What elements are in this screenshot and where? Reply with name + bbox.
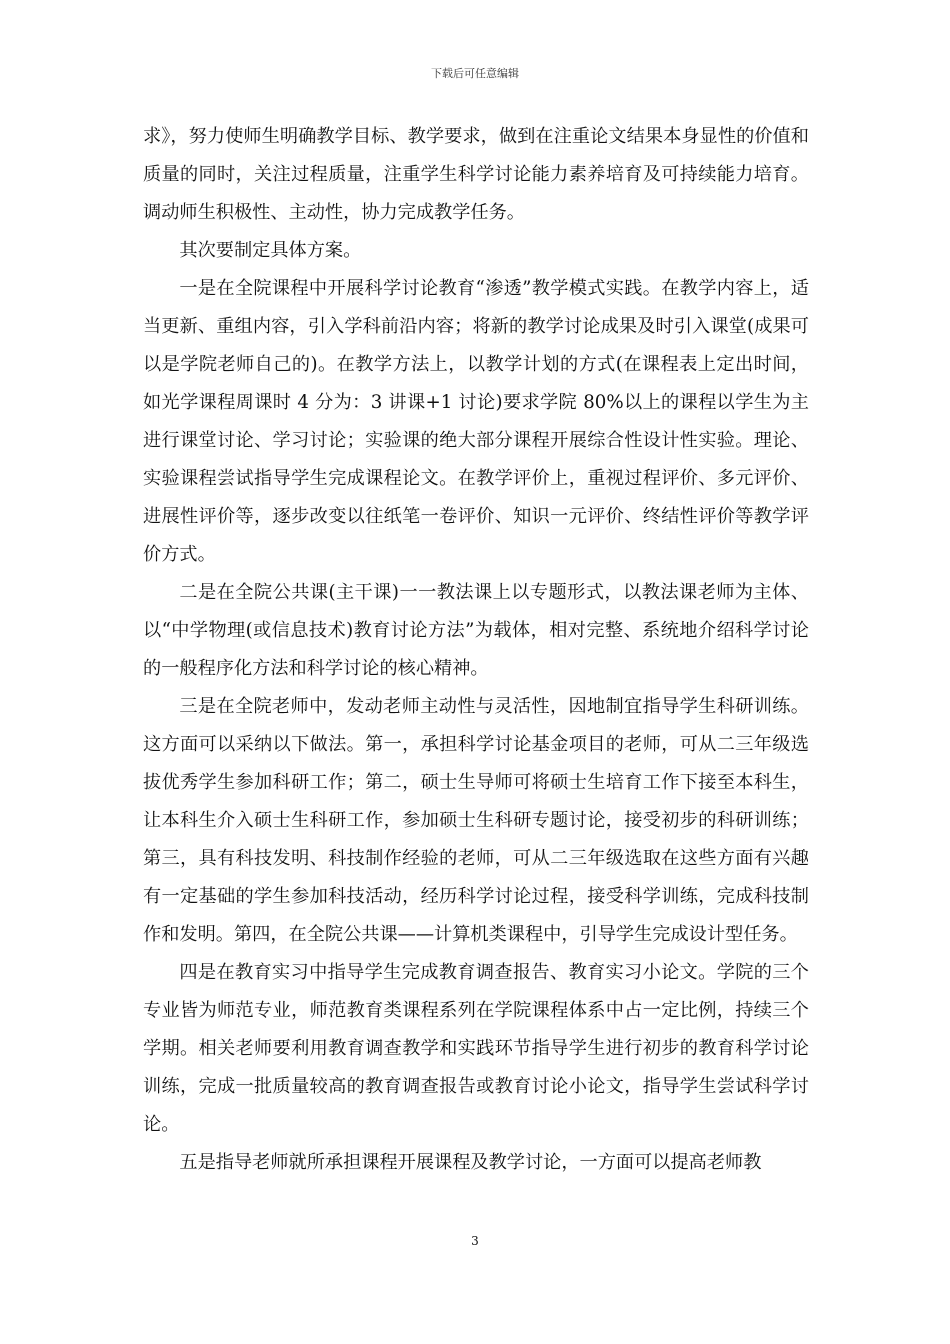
paragraph-item-three: 三是在全院老师中，发动老师主动性与灵活性，因地制宜指导学生科研训练。这方面可以采纳以下做法。第一，承担科学讨论基金项目的老师，可从二三年级选拔优秀学生参加科研工作；第二，硕士生导师可将硕士生培育工作下接至本科生，让本科生介入硕士生科研工作，参加硕士生科研专题讨论，接受初步的科研训练；第三，具有科技发明、科技制作经验的老师，可从二三年级选取在这些方面有兴趣有一定基础的学生参加科技活动，经历科学讨论过程，接受科学训练，完成科技制作和发明。第四，在全院公共课——计算机类课程中，引导学生完成设计型任务。 (143, 696, 809, 945)
paragraph-item-two: 二是在全院公共课(主干课)一一教法课上以专题形式，以教法课老师为主体、以“中学物理(或信息技术)教育讨论方法”为载体，相对完整、系统地介绍科学讨论的一般程序化方法和科学讨论的核心精神。 (143, 582, 809, 679)
paragraph-continuation: 求》，努力使师生明确教学目标、教学要求，做到在注重论文结果本身显性的价值和质量的同时，关注过程质量，注重学生科学讨论能力素养培育及可持续能力培育。调动师生积极性、主动性，协力完成教学任务。 (143, 126, 809, 223)
paragraph-item-five: 五是指导老师就所承担课程开展课程及教学讨论，一方面可以提高老师教 (179, 1152, 762, 1173)
document-body (143, 118, 809, 1182)
paragraph-item-one: 一是在全院课程中开展科学讨论教育“渗透”教学模式实践。在教学内容上，适当更新、重组内容，引入学科前沿内容；将新的教学讨论成果及时引入课堂(成果可以是学院老师自己的)。在教学方法上，以教学计划的方式(在课程表上定出时间，如光学课程周课时 4 分为：3 讲课+1 讨论)要求学院 80%以上的课程以学生为主进行课堂讨论、学习讨论；实验课的绝大部分课程开展综合性设计性实验。理论、实验课程尝试指导学生完成课程论文。在教学评价上，重视过程评价、多元评价、进展性评价等，逐步改变以往纸笔一卷评价、知识一元评价、终结性评价等教学评价方式。 (143, 278, 809, 565)
paragraph-plan-intro: 其次要制定具体方案。 (179, 240, 362, 261)
page-header: 下载后可任意编辑 (431, 67, 519, 80)
paragraph-item-four: 四是在教育实习中指导学生完成教育调查报告、教育实习小论文。学院的三个专业皆为师范专业，师范教育类课程系列在学院课程体系中占一定比例，持续三个学期。相关老师要利用教育调查教学和实践环节指导学生进行初步的教育科学讨论训练，完成一批质量较高的教育调查报告或教育讨论小论文，指导学生尝试科学讨论。 (143, 962, 809, 1135)
page-number: 3 (471, 1234, 479, 1248)
